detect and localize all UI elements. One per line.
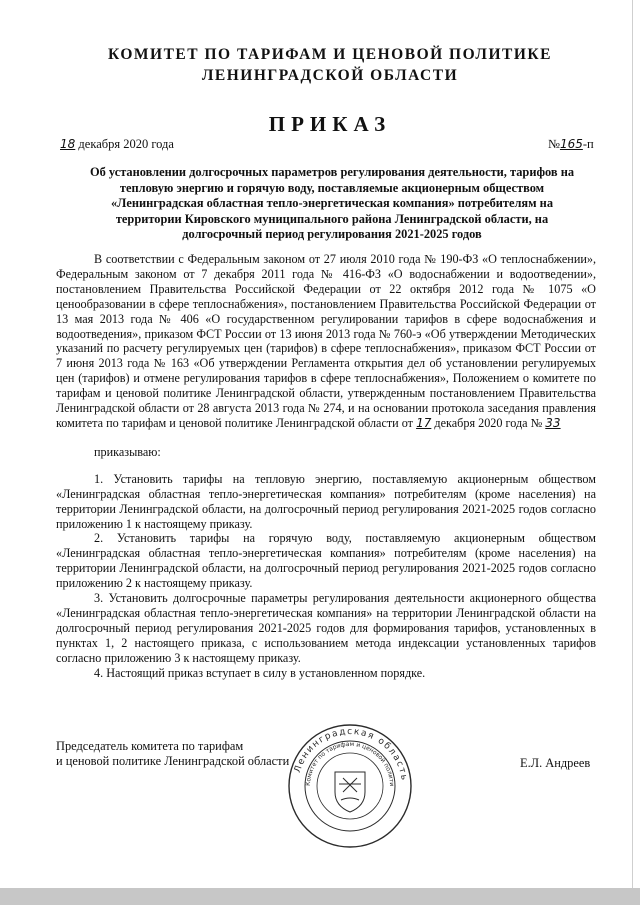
order-item-4: 4. Настоящий приказ вступает в силу в установленном порядке.: [94, 665, 426, 680]
signer-name: Е.Л. Андреев: [520, 756, 591, 770]
subject-line-2: тепловую энергию и горячую воду, поставляемые акционерным обществом: [119, 180, 545, 195]
date-day-handwritten: 18: [60, 137, 76, 151]
seal-inner-text: Комитет по тарифам и ценовой полити: [304, 740, 396, 787]
order-date: [60, 137, 174, 152]
seal-outer-text: Ленинградская область: [292, 726, 409, 783]
order-body: [56, 252, 596, 680]
preamble-date-rest: декабря 2020 года №: [434, 415, 543, 430]
number-suffix: -п: [582, 137, 594, 151]
signer-position: [56, 739, 289, 769]
protocol-day-handwritten: 17: [416, 415, 432, 430]
preamble-paragraph: [56, 252, 596, 431]
signer-position-line-2: и ценовой политике Ленинградской области: [56, 754, 290, 768]
number-prefix: №: [548, 137, 560, 151]
subject-line-1: Об установлении долгосрочных параметров регулирования деятельности, тарифов на: [89, 165, 575, 179]
order-item-3: 3. Установить долгосрочные параметры регулирования деятельности акционерного общества «Ленинградская областная тепло-энергетическая компания» на территории Ленинградской области на долгосрочный период регулирования 2021-2025 годов для формирования тарифов, установленных в пунктах 1, 2 настоящего приказа, с использованием метода индексации установленных тарифов согласно приложению 3 к настоящему приказу.: [56, 591, 596, 665]
committee-name: [60, 44, 600, 86]
committee-line-1: КОМИТЕТ ПО ТАРИФАМ И ЦЕНОВОЙ ПОЛИТИКЕ: [108, 46, 552, 63]
protocol-number-handwritten: 33: [545, 415, 561, 430]
scan-bottom-band: [0, 888, 640, 905]
order-number: [548, 137, 594, 152]
subject-line-5: долгосрочный период регулирования 2021-2025 годов: [182, 227, 482, 242]
seal-coat-of-arms-icon: [335, 772, 365, 812]
order-title: ПРИКАЗ: [268, 112, 392, 136]
order-item-1: 1. Установить тарифы на тепловую энергию, поставляемую акционерным обществом «Ленинградская областная тепло-энергетическая компания» потребителям (кроме населения) на территории Ленинградской области, на долгосрочный период регулирования 2021-2025 годов согласно приложению 1 к настоящему приказу.: [56, 471, 596, 531]
preamble-text: В соответствии с Федеральным законом от 27 июля 2010 года № 190-ФЗ «О теплоснабжении», Федеральным законом от 7 декабря 2011 года № 416-ФЗ «О водоснабжении и водоотведении», постановлением Правительства Российской Федерации от 22 октября 2012 года № 1075 «О ценообразовании в сфере теплоснабжения», постановлением Правительства Российской Федерации от 13 мая 2013 года № 406 «О государственном регулировании тарифов в сфере водоснабжения и водоотведения», приказом ФСТ России от 13 июня 2013 года № 760-э «Об утверждении Методических указаний по расчету регулируемых цен (тарифов) в сфере теплоснабжения», приказом ФСТ России от 7 июня 2013 года № 163 «Об утверждении Регламента открытия дел об установлении регулируемых цен (тарифов) и отмене регулирования тарифов в сфере теплоснабжения», Положением о комитете по тарифам и ценовой политике Ленинградской области, утвержденным постановлением Правительства Ленинградской области от 28 августа 2013 года № 274, и на основании протокола заседания правления комитета по тарифам и ценовой политике Ленинградской области от: [56, 252, 596, 430]
signer-position-line-1: Председатель комитета по тарифам: [56, 739, 244, 753]
date-rest: декабря 2020 года: [78, 137, 174, 151]
number-handwritten: 165: [559, 137, 583, 151]
order-items: [56, 472, 596, 681]
subject-line-4: территории Кировского муниципального района Ленинградской области, на: [115, 211, 549, 226]
committee-line-2: ЛЕНИНГРАДСКОЙ ОБЛАСТИ: [201, 67, 459, 84]
official-seal-stamp: [285, 722, 415, 850]
order-item-2: 2. Установить тарифы на горячую воду, поставляемую акционерным обществом «Ленинградская областная тепло-энергетическая компания» потребителям (кроме населения) на территории Ленинградской области, на долгосрочный период регулирования 2021-2025 годов согласно приложению 2 к настоящему приказу.: [56, 531, 596, 591]
ordered-word: приказываю:: [94, 444, 161, 459]
scan-edge-line: [632, 0, 633, 905]
order-subject: [72, 165, 592, 243]
subject-line-3: «Ленинградская областная тепло-энергетическая компания» потребителям на: [110, 196, 554, 211]
